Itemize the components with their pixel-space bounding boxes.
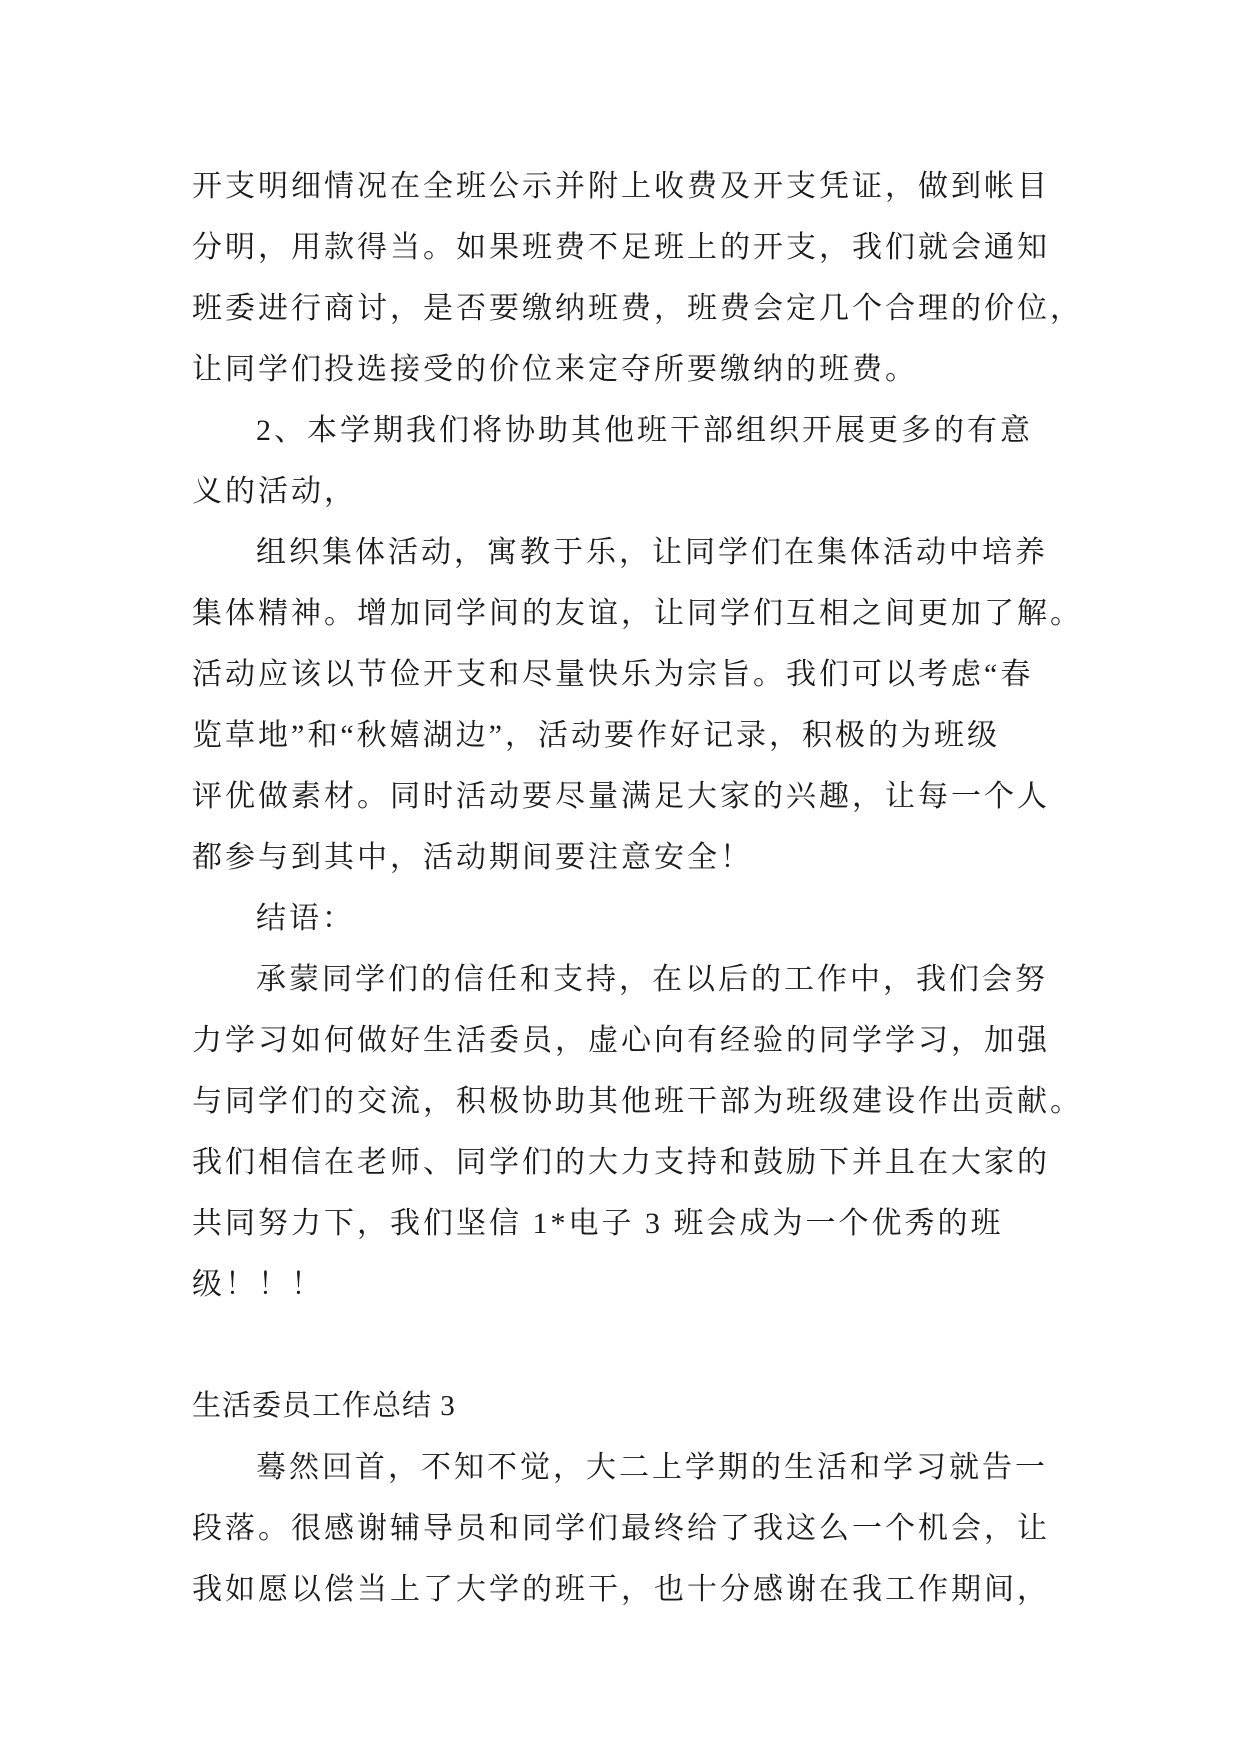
paragraph — [192, 156, 1083, 400]
text-line: 我们相信在老师、同学们的大力支持和鼓励下并且在大家的 — [192, 1146, 1050, 1179]
paragraph — [192, 400, 1062, 522]
text-line: 班委进行商讨，是否要缴纳班费，班费会定几个合理的价位， — [192, 292, 1083, 325]
text-line: 蓦然回首，不知不觉，大二上学期的生活和学习就告一 — [256, 1451, 1048, 1484]
text-line: 活动应该以节俭开支和尽量快乐为宗旨。我们可以考虑“春 — [192, 658, 1034, 691]
text-line: 开支明细情况在全班公示并附上收费及开支凭证，做到帐目 — [192, 170, 1050, 203]
section-heading: 生活委员工作总结 3 — [192, 1390, 456, 1422]
text-line: 组织集体活动，寓教于乐，让同学们在集体活动中培养 — [256, 536, 1048, 569]
text-line: 览草地”和“秋嬉湖边”，活动要作好记录，积极的为班级 — [192, 719, 1000, 752]
document-body — [192, 156, 1083, 1620]
section-spacer — [192, 1315, 1062, 1376]
text-line: 力学习如何做好生活委员，虚心向有经验的同学学习，加强 — [192, 1024, 1050, 1057]
text-line: 共同努力下，我们坚信 1*电子 3 班会成为一个优秀的班 — [192, 1207, 1004, 1240]
text-line: 段落。很感谢辅导员和同学们最终给了我这么一个机会，让 — [192, 1512, 1050, 1545]
paragraph — [192, 949, 1083, 1315]
text-line: 分明，用款得当。如果班费不足班上的开支，我们就会通知 — [192, 231, 1050, 264]
text-line: 级！！！ — [192, 1268, 324, 1301]
paragraph — [192, 888, 1062, 949]
text-line: 让同学们投选接受的价位来定夺所要缴纳的班费。 — [192, 353, 918, 386]
text-line: 我如愿以偿当上了大学的班干，也十分感谢在我工作期间， — [192, 1573, 1050, 1606]
text-line: 评优做素材。同时活动要尽量满足大家的兴趣，让每一个人 — [192, 780, 1050, 813]
text-line: 都参与到其中，活动期间要注意安全！ — [192, 841, 753, 874]
text-line: 2、本学期我们将协助其他班干部组织开展更多的有意 — [256, 414, 1033, 447]
paragraph — [192, 1437, 1062, 1620]
text-line: 结语： — [256, 902, 355, 935]
text-line: 与同学们的交流，积极协助其他班干部为班级建设作出贡献。 — [192, 1085, 1083, 1118]
paragraph — [192, 522, 1083, 888]
text-line: 承蒙同学们的信任和支持，在以后的工作中，我们会努 — [256, 963, 1048, 996]
text-line: 义的活动， — [192, 475, 357, 508]
text-line: 集体精神。增加同学间的友谊，让同学们互相之间更加了解。 — [192, 597, 1083, 630]
